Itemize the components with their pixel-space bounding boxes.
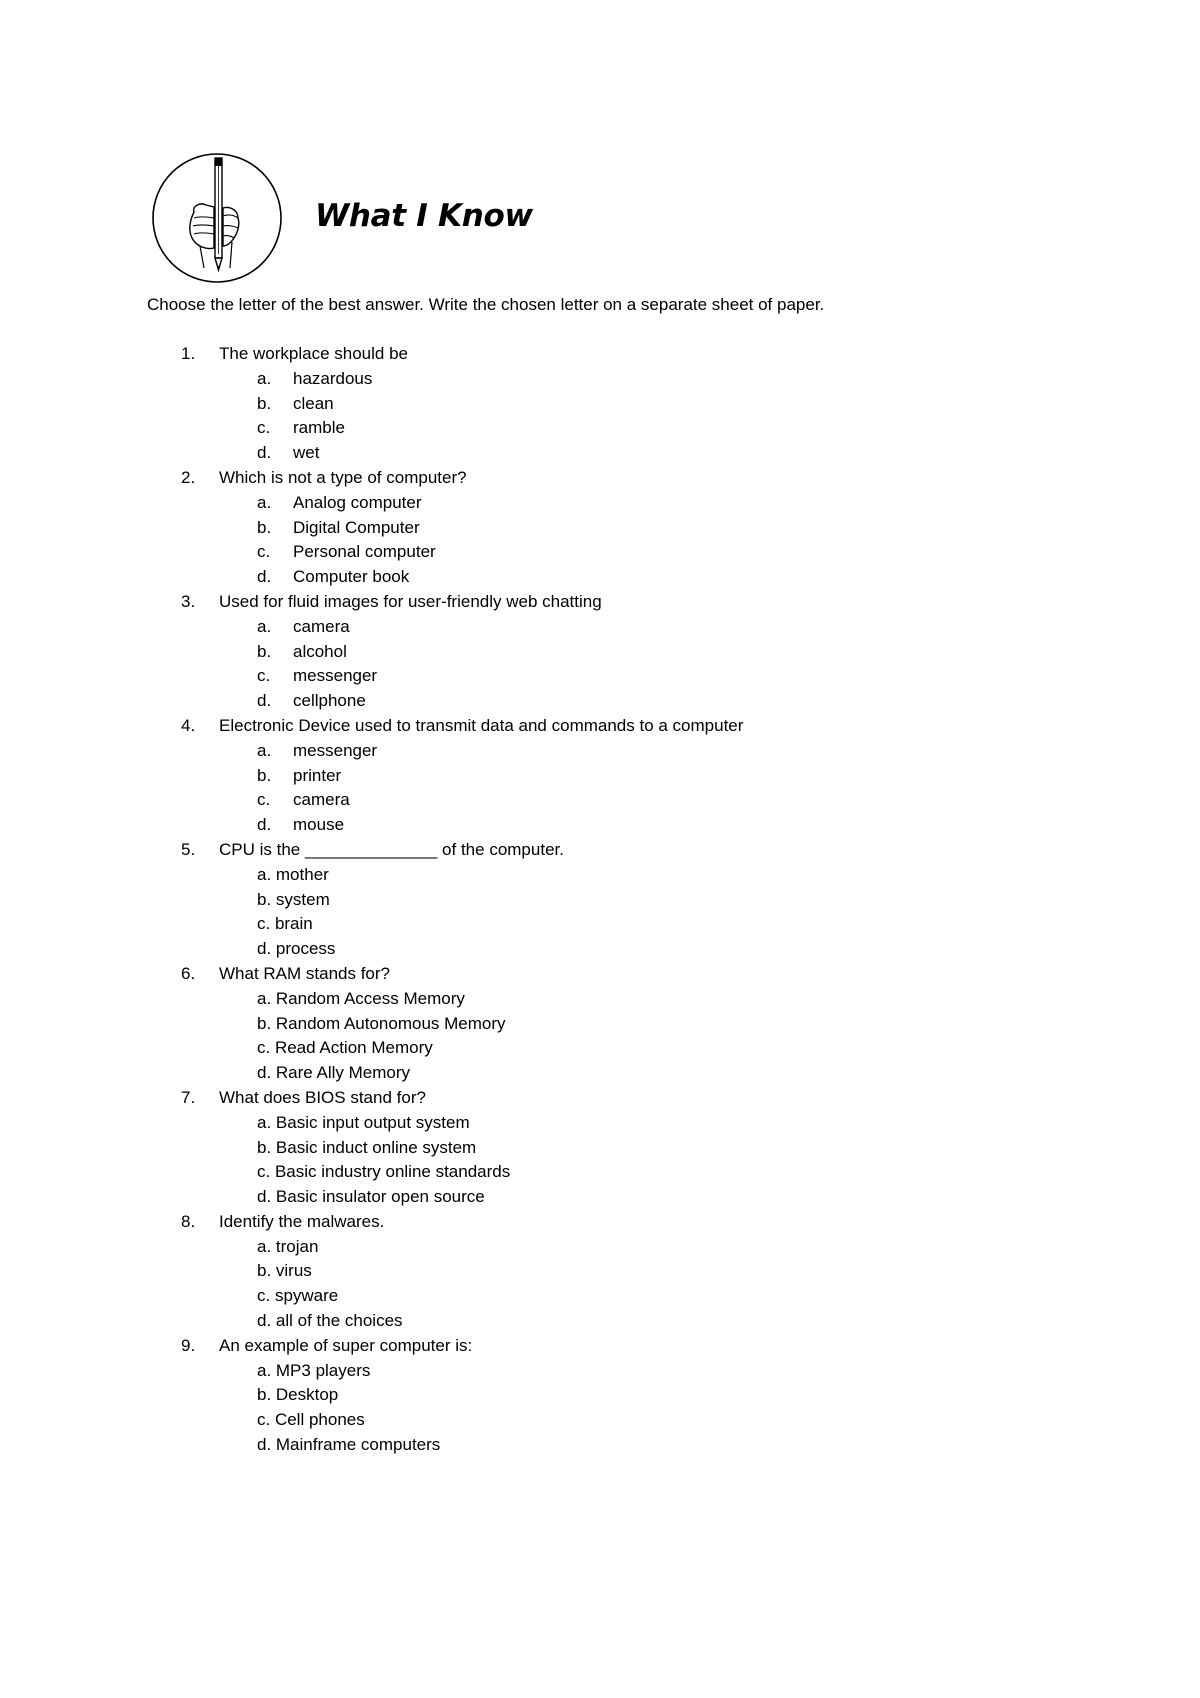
option-text: Personal computer bbox=[293, 542, 436, 562]
option-letter: a. bbox=[257, 616, 272, 636]
option-text: messenger bbox=[293, 740, 378, 760]
question-text: What RAM stands for? bbox=[219, 963, 391, 983]
option-text: clean bbox=[293, 393, 334, 413]
option-text: a. trojan bbox=[257, 1236, 319, 1256]
option-letter: a. bbox=[257, 492, 272, 512]
page-heading: What I Know bbox=[315, 198, 533, 234]
option-text: c. Basic industry online standards bbox=[257, 1162, 511, 1182]
option-text: messenger bbox=[293, 666, 378, 686]
option-text: c. Cell phones bbox=[257, 1410, 365, 1430]
option-text: b. system bbox=[257, 889, 330, 909]
instructions-text: Choose the letter of the best answer. Write the chosen letter on a separate sheet of paper. bbox=[147, 295, 825, 314]
option-text: cellphone bbox=[293, 691, 366, 711]
option-text: d. Mainframe computers bbox=[257, 1435, 441, 1455]
option-letter: c. bbox=[257, 790, 271, 810]
option-text: b. Basic induct online system bbox=[257, 1137, 477, 1157]
question-number: 6. bbox=[181, 963, 196, 983]
option-text: a. Basic input output system bbox=[257, 1112, 470, 1132]
option-text: ramble bbox=[293, 418, 345, 438]
option-letter: a. bbox=[257, 740, 272, 760]
question-text: Electronic Device used to transmit data and commands to a computer bbox=[219, 715, 744, 735]
option-text: wet bbox=[293, 443, 320, 463]
option-text: d. Basic insulator open source bbox=[257, 1187, 485, 1207]
option-text: c. spyware bbox=[257, 1286, 339, 1306]
question-number: 9. bbox=[181, 1335, 196, 1355]
option-letter: d. bbox=[257, 691, 272, 711]
option-text: Computer book bbox=[293, 567, 410, 587]
option-letter: b. bbox=[257, 517, 272, 537]
option-letter: b. bbox=[257, 765, 272, 785]
option-letter: b. bbox=[257, 393, 272, 413]
option-text: b. Random Autonomous Memory bbox=[257, 1013, 506, 1033]
option-letter: d. bbox=[257, 815, 272, 835]
option-text: c. brain bbox=[257, 914, 313, 934]
hand-holding-pencil-icon bbox=[150, 150, 290, 288]
question-text: Identify the malwares. bbox=[219, 1211, 385, 1231]
option-text: mouse bbox=[293, 815, 345, 835]
option-letter: d. bbox=[257, 567, 272, 587]
question-text: Used for fluid images for user-friendly web chatting bbox=[219, 591, 602, 611]
question-text: Which is not a type of computer? bbox=[219, 467, 467, 487]
option-text: b. virus bbox=[257, 1261, 312, 1281]
question-number: 1. bbox=[181, 344, 196, 363]
option-text: b. Desktop bbox=[257, 1385, 339, 1405]
option-text: c. Read Action Memory bbox=[257, 1038, 433, 1058]
option-letter: c. bbox=[257, 542, 271, 562]
question-text: The workplace should be bbox=[219, 344, 409, 363]
option-text: Digital Computer bbox=[293, 517, 420, 537]
option-text: camera bbox=[293, 616, 350, 636]
option-text: Analog computer bbox=[293, 492, 422, 512]
option-text: hazardous bbox=[293, 368, 373, 388]
option-text: a. Random Access Memory bbox=[257, 988, 465, 1008]
question-text: What does BIOS stand for? bbox=[219, 1087, 426, 1107]
question-text: CPU is the ______________ of the computer. bbox=[219, 839, 564, 859]
option-text: d. process bbox=[257, 939, 336, 959]
question-number: 5. bbox=[181, 839, 196, 859]
question-text: An example of super computer is: bbox=[219, 1335, 473, 1355]
option-text: camera bbox=[293, 790, 350, 810]
option-text: d. Rare Ally Memory bbox=[257, 1063, 411, 1083]
option-text: a. mother bbox=[257, 864, 329, 884]
question-number: 4. bbox=[181, 715, 196, 735]
question-number: 7. bbox=[181, 1087, 196, 1107]
option-text: d. all of the choices bbox=[257, 1311, 403, 1331]
option-letter: d. bbox=[257, 443, 272, 463]
question-number: 3. bbox=[181, 591, 196, 611]
option-letter: a. bbox=[257, 368, 272, 388]
option-letter: b. bbox=[257, 641, 272, 661]
option-text: printer bbox=[293, 765, 342, 785]
option-text: a. MP3 players bbox=[257, 1360, 371, 1380]
option-letter: c. bbox=[257, 666, 271, 686]
question-number: 8. bbox=[181, 1211, 196, 1231]
option-letter: c. bbox=[257, 418, 271, 438]
option-text: alcohol bbox=[293, 641, 347, 661]
question-number: 2. bbox=[181, 467, 196, 487]
